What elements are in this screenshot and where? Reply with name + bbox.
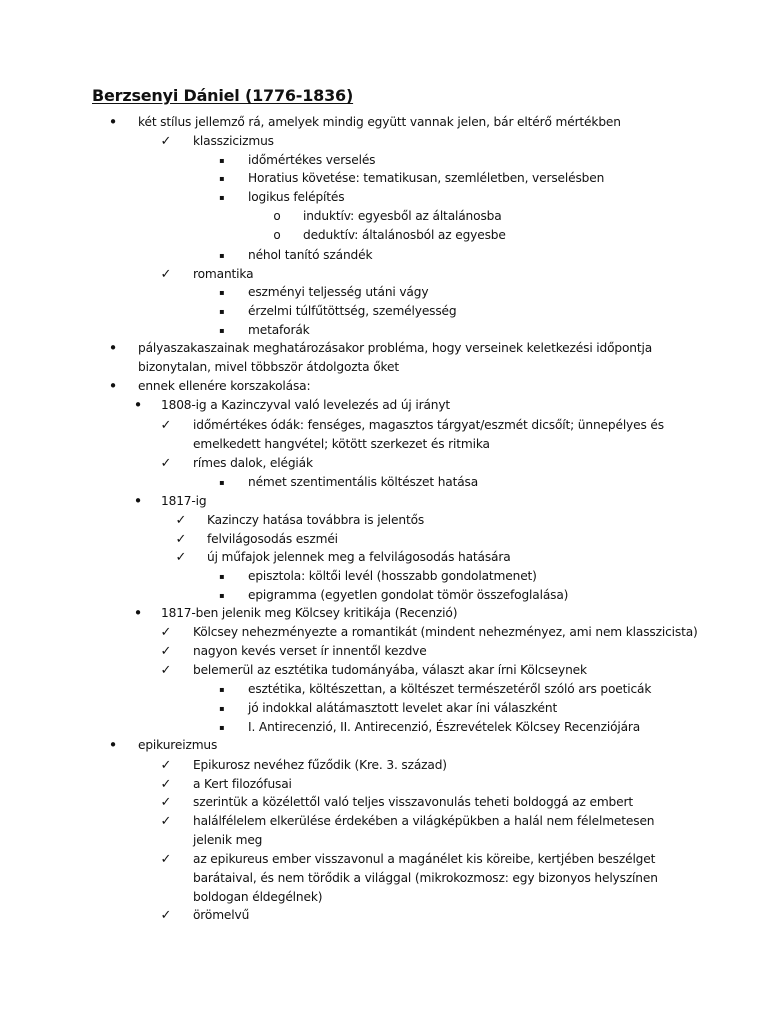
check-marker: ✓ [175, 532, 187, 547]
outline-item: induktív: egyesből az általánosba [303, 209, 502, 223]
outline-item: Horatius követése: tematikusan, szemléletben, verselésben [248, 171, 605, 185]
square-marker: ▪ [219, 704, 225, 713]
circle-marker: o [273, 228, 281, 242]
bullet-marker: • [108, 113, 118, 131]
outline-item: episztola: költői levél (hosszabb gondolatmenet) [248, 569, 537, 583]
check-marker: ✓ [160, 418, 172, 433]
outline-item: két stílus jellemző rá, amelyek mindig együtt vannak jelen, bár eltérő mértékben [138, 115, 621, 129]
square-marker: ▪ [219, 156, 225, 165]
outline-item: halálfélelem elkerülése érdekében a világképükben a halál nem félelmetesen [193, 814, 655, 828]
square-marker: ▪ [219, 326, 225, 335]
square-marker: ▪ [219, 591, 225, 600]
outline-item: belemerül az esztétika tudományába, választ akar írni Kölcseynek [193, 663, 587, 677]
check-marker: ✓ [160, 134, 172, 149]
check-marker: ✓ [175, 513, 187, 528]
square-marker: ▪ [219, 193, 225, 202]
outline-item: 1817-ig [161, 494, 207, 508]
outline-item: boldogan éldegélnek) [193, 890, 323, 904]
outline-item: nagyon kevés verset ír innentől kezdve [193, 644, 427, 658]
outline-item: esztétika, költészettan, a költészet természetéről szóló ars poeticák [248, 682, 652, 696]
outline-item: I. Antirecenzió, II. Antirecenzió, Észrevételek Kölcsey Recenziójára [248, 720, 641, 734]
bullet-marker: • [108, 339, 118, 357]
outline-item: szerintük a közélettől való teljes visszavonulás teheti boldoggá az embert [193, 795, 633, 809]
outline-item: felvilágosodás eszméi [207, 532, 338, 546]
outline-item: eszményi teljesség utáni vágy [248, 285, 429, 299]
check-marker: ✓ [160, 625, 172, 640]
check-marker: ✓ [160, 644, 172, 659]
outline-item: német szentimentális költészet hatása [248, 475, 479, 489]
outline-item: néhol tanító szándék [248, 248, 373, 262]
bullet-marker: • [108, 377, 118, 395]
outline-item: új műfajok jelennek meg a felvilágosodás hatására [207, 550, 511, 564]
check-marker: ✓ [160, 267, 172, 282]
check-marker: ✓ [160, 777, 172, 792]
outline-item: logikus felépítés [248, 190, 345, 204]
square-marker: ▪ [219, 478, 225, 487]
outline-item: epigramma (egyetlen gondolat tömör összefoglalása) [248, 588, 569, 602]
outline-item: jó indokkal alátámasztott levelet akar íni válaszként [248, 701, 558, 715]
bullet-marker: • [133, 396, 143, 414]
outline-item: Kazinczy hatása továbbra is jelentős [207, 513, 425, 527]
outline-item: metaforák [248, 323, 310, 337]
bullet-marker: • [108, 736, 118, 754]
outline-item: örömelvű [193, 908, 250, 922]
square-marker: ▪ [219, 723, 225, 732]
circle-marker: o [273, 209, 281, 223]
check-marker: ✓ [160, 663, 172, 678]
check-marker: ✓ [160, 814, 172, 829]
outline-item: Kölcsey nehezményezte a romantikát (mindent nehezményez, ami nem klasszicista) [193, 625, 698, 639]
check-marker: ✓ [160, 758, 172, 773]
square-marker: ▪ [219, 685, 225, 694]
square-marker: ▪ [219, 251, 225, 260]
square-marker: ▪ [219, 307, 225, 316]
outline-item: érzelmi túlfűtöttség, személyesség [248, 304, 457, 318]
outline-item: emelkedett hangvétel; kötött szerkezet és ritmika [193, 437, 490, 451]
outline-item: a Kert filozófusai [193, 777, 292, 791]
outline-item: rímes dalok, elégiák [193, 456, 313, 470]
outline-item: 1817-ben jelenik meg Kölcsey kritikája (Recenzió) [161, 606, 458, 620]
outline-item: jelenik meg [193, 833, 263, 847]
check-marker: ✓ [160, 456, 172, 471]
outline-item: bizonytalan, mivel többször átdolgozta őket [138, 360, 399, 374]
outline-item: időmértékes verselés [248, 153, 376, 167]
check-marker: ✓ [160, 795, 172, 810]
document-title: Berzsenyi Dániel (1776-1836) [92, 86, 354, 105]
outline-item: időmértékes ódák: fenséges, magasztos tárgyat/eszmét dicsőít; ünnepélyes és [193, 418, 664, 432]
outline-item: az epikureus ember visszavonul a magánélet kis köreibe, kertjében beszélget [193, 852, 656, 866]
outline-item: barátaival, és nem törődik a világgal (mikrokozmosz: egy bizonyos helyszínen [193, 871, 658, 885]
outline-item: romantika [193, 267, 254, 281]
outline-item: pályaszakaszainak meghatározásakor probléma, hogy verseinek keletkezési időpontja [138, 341, 653, 355]
outline-item: ennek ellenére korszakolása: [138, 379, 311, 393]
outline-item: 1808-ig a Kazinczyval való levelezés ad új irányt [161, 398, 451, 412]
bullet-marker: • [133, 604, 143, 622]
bullet-marker: • [133, 492, 143, 510]
outline-item: deduktív: általánosból az egyesbe [303, 228, 506, 242]
check-marker: ✓ [160, 908, 172, 923]
outline-item: Epikurosz nevéhez fűződik (Kre. 3. század) [193, 758, 447, 772]
square-marker: ▪ [219, 288, 225, 297]
square-marker: ▪ [219, 174, 225, 183]
check-marker: ✓ [160, 852, 172, 867]
outline-item: epikureizmus [138, 738, 218, 752]
check-marker: ✓ [175, 550, 187, 565]
outline-item: klasszicizmus [193, 134, 274, 148]
square-marker: ▪ [219, 572, 225, 581]
